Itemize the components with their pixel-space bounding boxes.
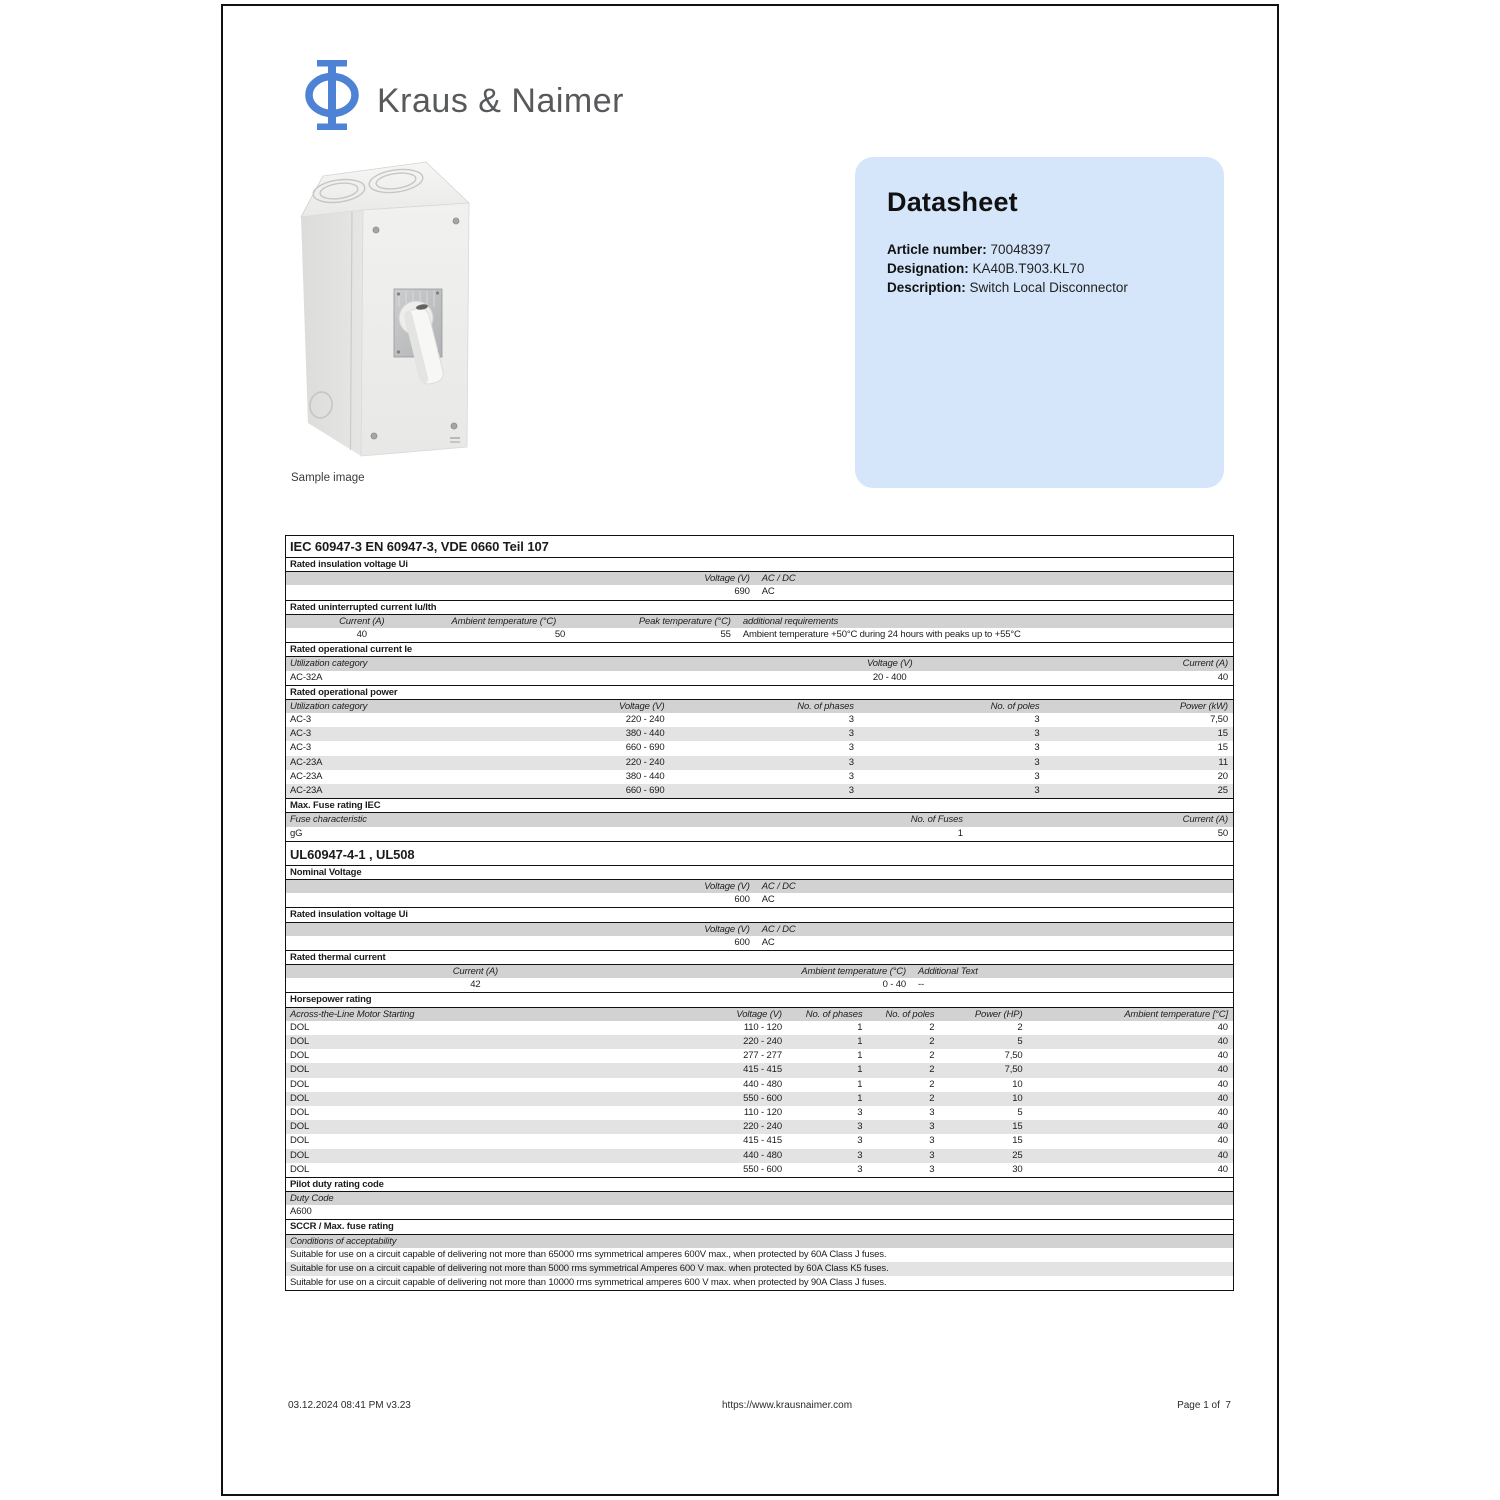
table-cell: UL60947-4-1 , UL508	[290, 846, 415, 862]
table-cell: 415 - 415	[743, 1064, 782, 1076]
table-row	[286, 671, 1233, 685]
table-row	[286, 1262, 1233, 1276]
table-cell: 15	[1012, 1121, 1023, 1133]
table-cell: 5	[1017, 1106, 1023, 1118]
table-cell: AC / DC	[761, 923, 796, 935]
table-cell: DOL	[290, 1121, 310, 1133]
table-row	[286, 992, 1233, 1006]
table-cell: Max. Fuse rating IEC	[290, 800, 381, 812]
table-cell: 3	[857, 1121, 863, 1133]
table-cell: 1	[857, 1036, 863, 1047]
table-cell: 3	[848, 785, 854, 796]
table-cell: 2	[929, 1064, 935, 1076]
table-cell: 3	[929, 1135, 935, 1147]
table-row	[286, 1049, 1233, 1063]
table-cell: 380 - 440	[625, 728, 665, 740]
table-cell: Rated insulation voltage Ui	[290, 909, 408, 921]
sample-image-caption: Sample image	[291, 472, 365, 484]
table-cell: Current (A)	[339, 615, 385, 627]
table-cell: 690	[734, 586, 750, 598]
table-cell: 3	[1034, 785, 1040, 796]
table-cell: 40	[1217, 671, 1228, 683]
table-cell: 40	[1217, 1036, 1228, 1047]
table-cell: Rated operational power	[290, 686, 398, 698]
table-row	[286, 1234, 1233, 1248]
table-cell: 3	[857, 1149, 863, 1161]
table-row	[286, 964, 1233, 978]
table-cell: DOL	[290, 1036, 310, 1047]
table-cell: DOL	[290, 1135, 310, 1147]
table-cell: IEC 60947-3 EN 60947-3, VDE 0660 Teil 107	[290, 539, 549, 554]
table-cell: Nominal Voltage	[290, 866, 362, 878]
table-cell: Duty Code	[290, 1193, 334, 1205]
table-cell: Current (A)	[452, 966, 499, 978]
table-cell: AC-32A	[290, 671, 323, 683]
description-value: Switch Local Disconnector	[969, 280, 1128, 295]
table-cell: AC	[761, 586, 775, 598]
table-cell: 40	[1217, 1092, 1228, 1104]
table-cell: Current (A)	[1182, 658, 1228, 670]
table-cell: Ambient temperature +50°C during 24 hours with peaks up to +55°C	[742, 628, 1021, 640]
table-cell: No. of phases	[805, 1008, 863, 1020]
table-cell: Conditions of acceptability	[290, 1235, 397, 1247]
table-cell: 3	[848, 714, 854, 726]
table-cell: DOL	[290, 1092, 310, 1104]
table-cell: AC-3	[290, 728, 312, 740]
table-cell: Voltage (V)	[866, 658, 913, 670]
table-cell: 50	[1217, 827, 1228, 839]
table-cell: AC-23A	[290, 770, 323, 782]
table-cell: 40	[356, 628, 367, 640]
table-cell: 415 - 415	[743, 1135, 782, 1147]
footer-page-number: Page 1 of 7	[1177, 1400, 1231, 1411]
table-cell: 10	[1012, 1078, 1023, 1090]
table-row	[286, 1120, 1233, 1134]
page-footer	[285, 1400, 1234, 1414]
table-cell: 2	[1017, 1021, 1023, 1033]
table-cell: 15	[1012, 1135, 1023, 1147]
table-cell: 25	[1217, 785, 1228, 796]
designation-field	[887, 259, 1192, 278]
table-cell: DOL	[290, 1078, 310, 1090]
table-cell: 1	[857, 1064, 863, 1076]
table-row	[286, 1191, 1233, 1205]
table-cell: AC-23A	[290, 756, 323, 768]
table-cell: DOL	[290, 1163, 310, 1175]
table-row	[286, 1219, 1233, 1233]
table-cell: 3	[1034, 742, 1040, 754]
table-cell: 550 - 600	[743, 1163, 782, 1175]
footer-url: https://www.krausnaimer.com	[722, 1400, 853, 1411]
table-row	[286, 614, 1233, 628]
table-cell: 40	[1217, 1064, 1228, 1076]
company-logo	[305, 60, 359, 130]
table-cell: AC	[761, 936, 775, 948]
table-row	[286, 893, 1233, 907]
table-cell: 2	[929, 1036, 935, 1047]
table-cell: AC-23A	[290, 785, 323, 796]
table-cell: 2	[929, 1021, 935, 1033]
table-cell: 3	[929, 1106, 935, 1118]
table-cell: 2	[929, 1050, 935, 1062]
table-cell: Peak temperature (°C)	[638, 615, 731, 627]
table-row	[286, 628, 1233, 642]
table-cell: 3	[848, 742, 854, 754]
table-cell: Ambient temperature [°C]	[1124, 1008, 1228, 1020]
table-row	[286, 812, 1233, 826]
table-cell: 3	[1034, 770, 1040, 782]
table-cell: 1	[957, 827, 963, 839]
table-cell: 3	[848, 770, 854, 782]
table-row	[286, 1134, 1233, 1148]
table-cell: Power (kW)	[1179, 700, 1228, 712]
table-cell: 15	[1217, 728, 1228, 740]
table-cell: No. of phases	[797, 700, 854, 712]
table-cell: 40	[1217, 1135, 1228, 1147]
table-cell: 0 - 40	[882, 979, 907, 991]
table-row	[286, 841, 1233, 865]
table-row	[286, 741, 1233, 755]
table-cell: Fuse characteristic	[290, 814, 367, 826]
table-cell: No. of poles	[990, 700, 1040, 712]
table-row	[286, 727, 1233, 741]
table-cell: 25	[1012, 1149, 1023, 1161]
designation-value: KA40B.T903.KL70	[972, 261, 1085, 276]
article-number-label: Article number:	[887, 242, 987, 257]
table-row	[286, 798, 1233, 812]
table-row	[286, 770, 1233, 784]
table-cell: 440 - 480	[743, 1078, 782, 1090]
table-row	[286, 978, 1233, 992]
table-cell: 220 - 240	[625, 756, 665, 768]
table-row	[286, 950, 1233, 964]
table-row	[286, 585, 1233, 599]
table-cell: Utilization category	[290, 700, 368, 712]
document-page	[221, 4, 1279, 1496]
table-cell: 440 - 480	[743, 1149, 782, 1161]
table-cell: Ambient temperature (°C)	[451, 615, 557, 627]
table-cell: 110 - 120	[743, 1021, 782, 1033]
table-cell: 7,50	[1004, 1050, 1023, 1062]
table-cell: Across-the-Line Motor Starting	[290, 1008, 415, 1020]
table-cell: 3	[848, 756, 854, 768]
table-cell: 40	[1217, 1021, 1228, 1033]
table-cell: 20 - 400	[872, 671, 907, 683]
table-cell: 55	[720, 628, 731, 640]
table-cell: Voltage (V)	[704, 923, 750, 935]
table-cell: 40	[1217, 1106, 1228, 1118]
table-row	[286, 1021, 1233, 1035]
table-cell: No. of Fuses	[910, 814, 963, 826]
table-row	[286, 1078, 1233, 1092]
table-cell: 40	[1217, 1121, 1228, 1133]
table-cell: 220 - 240	[743, 1121, 782, 1133]
table-cell: Suitable for use on a circuit capable of delivering not more than 5000 rms symmetrical Amperes 600 V max. when protected by 60A Class K5 fuses.	[290, 1263, 889, 1274]
table-row	[286, 922, 1233, 936]
table-row	[286, 1007, 1233, 1021]
article-number-field	[887, 240, 1192, 259]
table-row	[286, 600, 1233, 614]
table-cell: AC / DC	[761, 573, 796, 585]
table-cell: 3	[857, 1163, 863, 1175]
table-row	[286, 1149, 1233, 1163]
table-row	[286, 907, 1233, 921]
brand-name: Kraus & Naimer	[377, 82, 624, 120]
table-cell: 1	[857, 1050, 863, 1062]
table-cell: Suitable for use on a circuit capable of delivering not more than 10000 rms symmetrical amperes 600 V max. when protected by 90A Class J fuses.	[290, 1277, 887, 1289]
table-cell: 40	[1217, 1149, 1228, 1161]
table-cell: 11	[1218, 756, 1228, 768]
table-cell: Rated insulation voltage Ui	[290, 559, 408, 570]
table-cell: DOL	[290, 1021, 310, 1033]
description-label: Description:	[887, 280, 966, 295]
table-cell: Additional Text	[918, 966, 978, 978]
table-cell: No. of poles	[885, 1008, 935, 1020]
table-cell: DOL	[290, 1050, 310, 1062]
table-row	[286, 656, 1233, 670]
table-cell: 30	[1012, 1163, 1023, 1175]
table-row	[286, 1092, 1233, 1106]
table-row	[286, 879, 1233, 893]
spec-table	[285, 535, 1234, 1291]
table-cell: 42	[470, 979, 481, 991]
table-cell: 3	[929, 1121, 935, 1133]
table-row	[286, 699, 1233, 713]
table-row	[286, 536, 1233, 557]
table-cell: Suitable for use on a circuit capable of delivering not more than 65000 rms symmetrical amperes 600V max., when protected by 60A Class J fuses.	[290, 1248, 887, 1260]
table-row	[286, 571, 1233, 585]
table-cell: 2	[929, 1092, 935, 1104]
table-cell: Voltage (V)	[704, 573, 750, 585]
table-cell: Utilization category	[290, 658, 368, 670]
table-cell: 220 - 240	[625, 714, 665, 726]
table-row	[286, 1177, 1233, 1191]
table-cell: AC	[761, 894, 775, 906]
table-cell: Rated uninterrupted current Iu/Ith	[290, 601, 437, 613]
table-row	[286, 1163, 1233, 1177]
table-cell: 3	[857, 1106, 863, 1118]
article-number-value: 70048397	[990, 242, 1051, 257]
table-cell: 1	[857, 1078, 863, 1090]
table-cell: 3	[857, 1135, 863, 1147]
table-cell: 15	[1217, 742, 1228, 754]
table-cell: gG	[290, 827, 303, 839]
table-cell: 600	[734, 936, 750, 948]
table-cell: Voltage (V)	[736, 1008, 782, 1020]
table-row	[286, 1106, 1233, 1120]
table-cell: Current (A)	[1182, 814, 1228, 826]
table-cell: Horsepower rating	[290, 994, 372, 1006]
table-cell: 50	[554, 628, 566, 640]
table-cell: 20	[1217, 770, 1228, 782]
table-cell: 550 - 600	[743, 1092, 782, 1104]
table-cell: 7,50	[1210, 714, 1228, 726]
table-cell: Voltage (V)	[704, 880, 750, 892]
table-cell: 40	[1217, 1050, 1228, 1062]
table-cell: 10	[1012, 1092, 1023, 1104]
table-cell: Ambient temperature (°C)	[801, 966, 907, 978]
designation-label: Designation:	[887, 261, 969, 276]
table-cell: DOL	[290, 1106, 310, 1118]
table-cell: 3	[929, 1149, 935, 1161]
table-cell: Power (HP)	[974, 1008, 1023, 1020]
table-cell: AC-3	[290, 742, 312, 754]
table-row	[286, 784, 1233, 798]
table-row	[286, 1035, 1233, 1049]
table-cell: DOL	[290, 1064, 310, 1076]
table-row	[286, 685, 1233, 699]
table-cell: 660 - 690	[625, 742, 665, 754]
table-cell: 3	[929, 1163, 935, 1175]
table-cell: 40	[1217, 1078, 1228, 1090]
datasheet-title: Datasheet	[887, 187, 1018, 217]
table-row	[286, 1063, 1233, 1077]
table-row	[286, 642, 1233, 656]
table-cell: 660 - 690	[625, 785, 665, 796]
table-cell: 277 - 277	[743, 1050, 782, 1062]
product-image	[293, 157, 481, 467]
table-cell: 600	[734, 894, 750, 906]
table-cell: AC-3	[290, 714, 312, 726]
table-cell: 5	[1017, 1036, 1023, 1047]
table-cell: additional requirements	[742, 615, 839, 627]
table-cell: DOL	[290, 1149, 310, 1161]
datasheet-info-box	[855, 157, 1224, 488]
table-cell: 1	[857, 1092, 863, 1104]
table-row	[286, 1276, 1233, 1290]
table-row	[286, 756, 1233, 770]
table-cell: 3	[1034, 714, 1040, 726]
table-cell: Rated operational current Ie	[290, 644, 412, 656]
table-cell: 110 - 120	[743, 1106, 782, 1118]
table-cell: Voltage (V)	[618, 700, 665, 712]
table-row	[286, 713, 1233, 727]
table-cell: AC / DC	[761, 880, 796, 892]
footer-date-version: 03.12.2024 08:41 PM v3.23	[288, 1400, 411, 1411]
table-cell: 3	[848, 728, 854, 740]
table-row	[286, 865, 1233, 879]
table-row	[286, 827, 1233, 841]
table-cell: 7,50	[1004, 1064, 1023, 1076]
phi-icon	[305, 60, 359, 130]
description-field	[887, 278, 1192, 297]
table-cell: 380 - 440	[625, 770, 665, 782]
table-cell: 3	[1034, 756, 1040, 768]
table-cell: A600	[290, 1206, 312, 1218]
table-cell: Pilot duty rating code	[290, 1178, 384, 1190]
table-row	[286, 557, 1233, 571]
table-cell: Rated thermal current	[290, 951, 386, 963]
table-row	[286, 936, 1233, 950]
table-cell: 1	[857, 1021, 863, 1033]
table-cell: 40	[1217, 1163, 1228, 1175]
table-cell: --	[918, 979, 925, 991]
table-row	[286, 1205, 1233, 1219]
table-row	[286, 1248, 1233, 1262]
table-cell: 3	[1034, 728, 1040, 740]
table-cell: 2	[929, 1078, 935, 1090]
table-cell: SCCR / Max. fuse rating	[290, 1221, 394, 1233]
table-cell: 220 - 240	[743, 1036, 782, 1047]
